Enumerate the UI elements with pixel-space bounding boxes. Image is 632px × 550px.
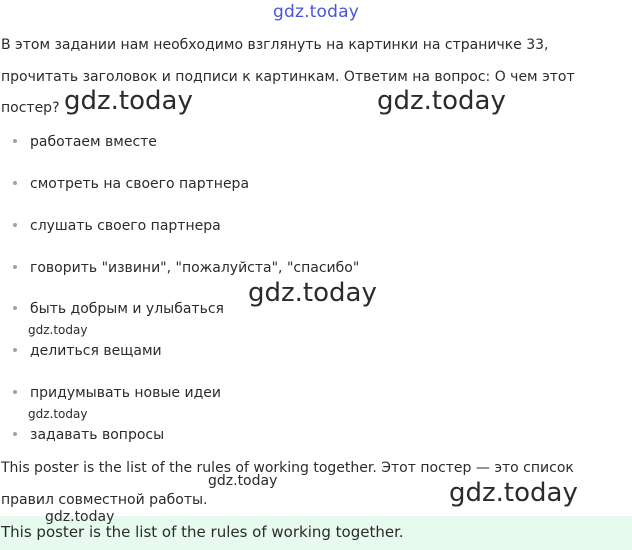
list-item — [13, 341, 162, 361]
watermark: gdz.today — [28, 323, 88, 337]
list-item — [13, 425, 164, 445]
bullet-dot-icon — [13, 390, 17, 394]
bullet-dot-icon — [13, 139, 17, 143]
watermark: gdz.today — [248, 278, 377, 308]
watermark: gdz.today — [28, 407, 88, 421]
watermark: gdz.today — [45, 509, 115, 525]
watermark: gdz.today — [377, 86, 506, 116]
site-logo[interactable]: gdz.today — [272, 2, 360, 22]
list-item — [13, 132, 157, 152]
bullet-dot-icon — [13, 348, 17, 352]
watermark: gdz.today — [64, 86, 193, 116]
list-item-label: задавать вопросы — [30, 427, 165, 443]
answer-text: This poster is the list of the rules of working together. — [1, 523, 404, 541]
explanation-line-2: правил совместной работы. — [1, 492, 208, 508]
list-item — [13, 258, 359, 278]
list-item-label: работаем вместе — [30, 134, 157, 150]
watermark: gdz.today — [449, 478, 578, 508]
bullet-dot-icon — [13, 265, 17, 269]
list-item-label: смотреть на своего партнера — [30, 176, 250, 192]
list-item-label: делиться вещами — [30, 343, 162, 359]
intro-line-3: постер? — [1, 100, 60, 116]
intro-line-2: прочитать заголовок и подписи к картинкам. Ответим на вопрос: О чем этот — [1, 69, 575, 85]
bullet-dot-icon — [13, 306, 17, 310]
list-item — [13, 299, 224, 319]
list-item-label: говорить "извини", "пожалуйста", "спасибо" — [30, 260, 360, 276]
bullet-dot-icon — [13, 432, 17, 436]
list-item — [13, 174, 249, 194]
explanation-line-1: This poster is the list of the rules of working together. Этот постер — это список — [1, 460, 574, 476]
list-item — [13, 383, 221, 403]
bullet-dot-icon — [13, 223, 17, 227]
list-item-label: быть добрым и улыбаться — [30, 301, 224, 317]
list-item-label: придумывать новые идеи — [30, 385, 221, 401]
watermark: gdz.today — [208, 473, 278, 489]
intro-line-1: В этом задании нам необходимо взглянуть на картинки на страничке 33, — [1, 37, 549, 53]
list-item-label: слушать своего партнера — [30, 218, 221, 234]
list-item — [13, 216, 221, 236]
bullet-dot-icon — [13, 181, 17, 185]
